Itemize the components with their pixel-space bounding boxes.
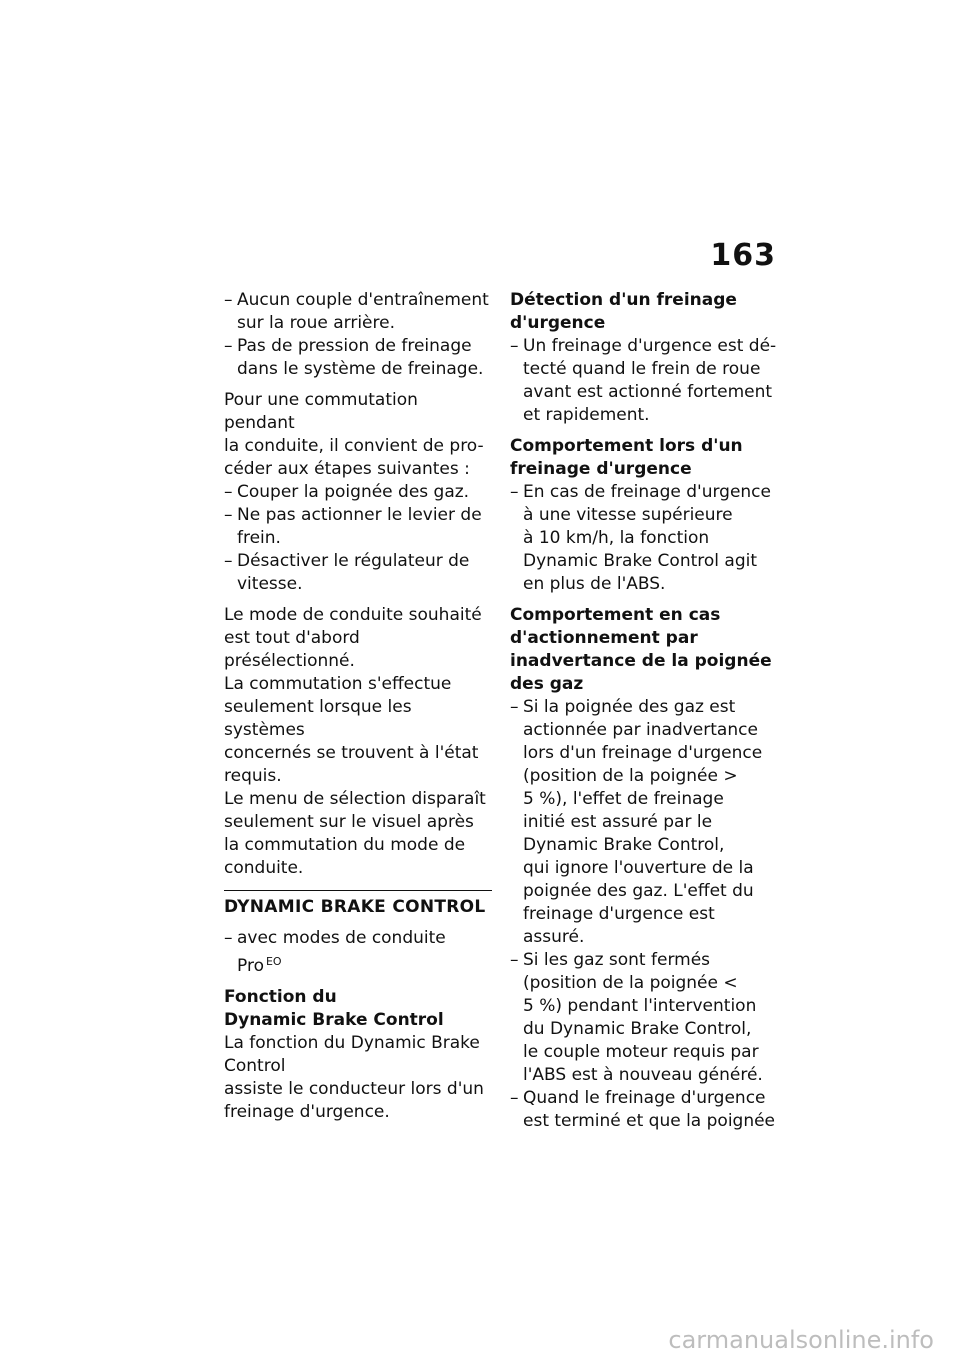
list-dash: –	[224, 290, 233, 310]
list-item-text: Couper la poignée des gaz.	[237, 482, 470, 502]
page-number: 163	[710, 238, 776, 273]
list-item-text: Un freinage d'urgence est dé- tecté quand le frein de roue avant est actionné fortement et rapidement.	[523, 336, 777, 425]
list-dash: –	[510, 482, 519, 502]
paragraph: Pour une commutation pendant la conduite, il convient de pro- céder aux étapes suivantes :	[224, 390, 484, 479]
list-item-text: Aucun couple d'entraînement sur la roue arrière.	[237, 290, 489, 333]
list-item	[224, 481, 492, 504]
list-dash: –	[510, 1088, 519, 1108]
subheading: Comportement lors d'un freinage d'urgence	[510, 436, 743, 479]
section-divider	[224, 890, 492, 891]
list-item-text: Quand le freinage d'urgence est terminé et que la poignée	[523, 1088, 776, 1131]
paragraph: La fonction du Dynamic Brake Control assiste le conducteur lors d'un freinage d'urgence.	[224, 1033, 484, 1122]
list-dash: –	[510, 336, 519, 356]
list-item-text: En cas de freinage d'urgence à une vitesse supérieure à 10 km/h, la fonction Dynamic Brake Control agit en plus de l'ABS.	[523, 482, 771, 594]
list-item	[510, 1087, 780, 1133]
list-dash: –	[224, 551, 233, 571]
subheading: Comportement en cas d'actionnement par inadvertance de la poignée des gaz	[510, 605, 772, 694]
list-dash: –	[224, 336, 233, 356]
list-dash: –	[224, 928, 233, 948]
list-item	[224, 335, 492, 381]
subheading: Détection d'un freinage d'urgence	[510, 290, 737, 333]
paragraph: Le menu de sélection disparaît seulement sur le visuel après la commutation du mode de conduite.	[224, 789, 486, 878]
list-item	[224, 504, 492, 550]
list-item-text: Pas de pression de freinage dans le système de freinage.	[237, 336, 484, 379]
option-item	[224, 927, 492, 978]
list-dash: –	[510, 950, 519, 970]
list-dash: –	[510, 697, 519, 717]
list-item	[224, 550, 492, 596]
list-item	[224, 289, 492, 335]
list-item-text: Désactiver le régulateur de vitesse.	[237, 551, 470, 594]
list-item	[510, 335, 780, 427]
option-text: avec modes de conduite Pro	[237, 928, 446, 976]
list-item	[510, 949, 780, 1087]
list-item	[510, 696, 780, 949]
list-item-text	[237, 927, 492, 978]
list-item	[510, 481, 780, 596]
list-item-text: Si la poignée des gaz est actionnée par inadvertance lors d'un freinage d'urgence (position de la poignée > 5 %), l'effet de freinage initié est assuré par le Dynamic Brake Control, qui ignore l'ouverture de la poignée des gaz. L'effet du freinage d'urgence est assuré.	[523, 697, 763, 947]
section-title: DYNAMIC BRAKE CONTROL	[224, 897, 486, 917]
list-item-text: Ne pas actionner le levier de frein.	[237, 505, 482, 548]
list-dash: –	[224, 505, 233, 525]
subheading: Fonction du Dynamic Brake Control	[224, 987, 444, 1030]
list-dash: –	[224, 482, 233, 502]
watermark: carmanualsonline.info	[668, 1326, 934, 1354]
left-column	[224, 289, 492, 1124]
option-code: EO	[265, 955, 282, 968]
paragraph: Le mode de conduite souhaité est tout d'abord présélectionné. La commutation s'effectue seulement lorsque les systèmes concernés se trouvent à l'état requis.	[224, 605, 482, 786]
list-item-text: Si les gaz sont fermés (position de la poignée < 5 %) pendant l'intervention du Dynamic Brake Control, le couple moteur requis par l'ABS est à nouveau généré.	[523, 950, 763, 1085]
right-column	[510, 289, 780, 1133]
